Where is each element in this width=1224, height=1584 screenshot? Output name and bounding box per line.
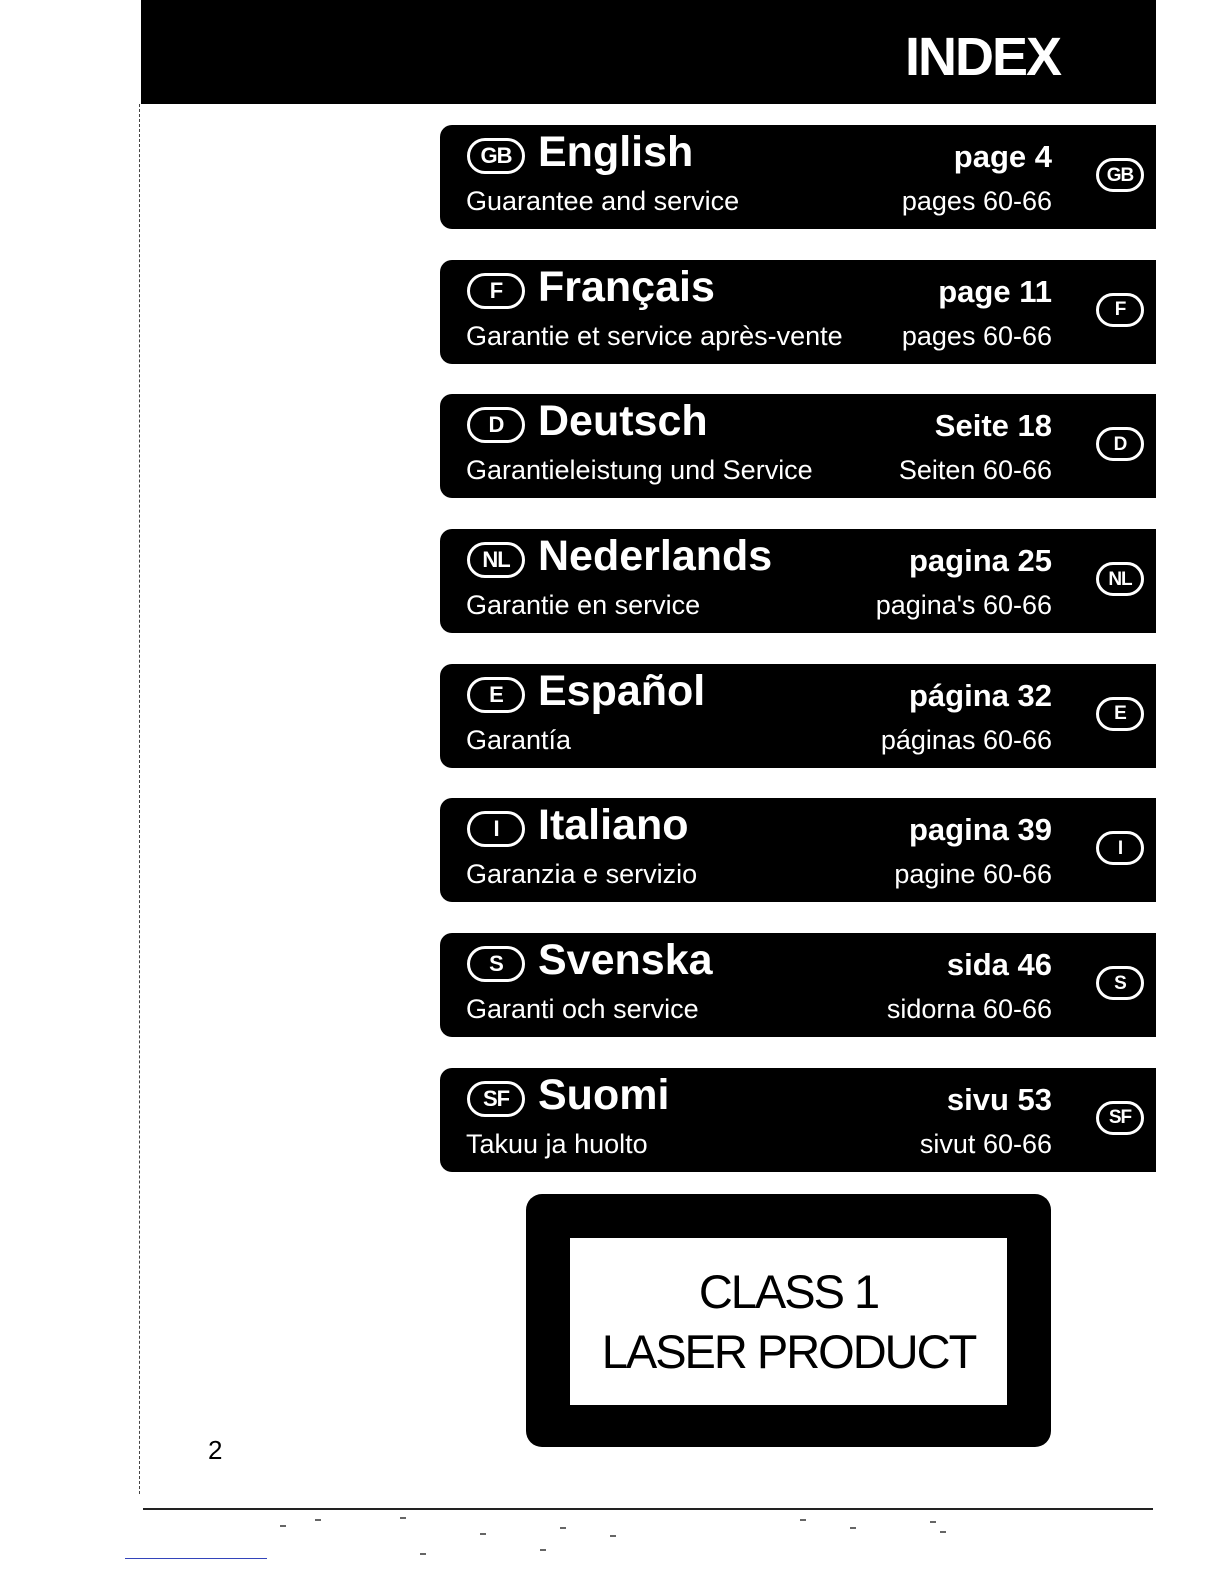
language-page-ref: sivu 53 — [946, 1081, 1052, 1117]
scan-speck — [480, 1533, 486, 1535]
index-header — [141, 0, 1156, 104]
language-page-ref: pagina 39 — [909, 812, 1052, 848]
guarantee-label: Garanti och service — [466, 994, 699, 1025]
language-page-ref: pagina 25 — [909, 543, 1052, 579]
guarantee-label: Garantie en service — [466, 590, 701, 621]
scan-speck — [930, 1521, 936, 1523]
language-page-ref: página 32 — [909, 677, 1052, 713]
guarantee-label: Guarantee and service — [466, 186, 740, 216]
guarantee-label: Takuu ja huolto — [466, 1128, 648, 1159]
country-tab-badge-nl: NL — [1096, 562, 1144, 596]
scan-speck — [540, 1549, 546, 1551]
country-badge-gb: GB — [467, 138, 525, 174]
language-page-ref: page 4 — [953, 139, 1052, 174]
language-row-svenska[interactable] — [440, 933, 1156, 1037]
guarantee-page-ref: páginas 60-66 — [880, 724, 1052, 755]
scan-specks — [270, 1515, 970, 1565]
country-badge-i: I — [467, 811, 525, 847]
guarantee-page-ref: pagina's 60-66 — [875, 590, 1052, 621]
country-tab-badge-i: I — [1096, 831, 1144, 865]
language-name: Svenska — [538, 936, 713, 985]
guarantee-page-ref: sivut 60-66 — [919, 1128, 1052, 1159]
language-name: Nederlands — [538, 532, 773, 581]
scan-speck — [400, 1517, 406, 1519]
country-badge-s: S — [467, 946, 525, 982]
language-name: Deutsch — [538, 397, 708, 446]
guarantee-label: Garanzia e servizio — [466, 859, 698, 890]
country-badge-d: D — [467, 407, 525, 443]
scan-speck — [850, 1527, 856, 1529]
guarantee-label: Garantie et service après-vente — [466, 320, 843, 351]
laser-product-text: LASER PRODUCT — [601, 1324, 976, 1378]
guarantee-label: Garantieleistung und Service — [466, 455, 813, 486]
country-badge-sf: SF — [467, 1081, 525, 1117]
guarantee-page-ref: Seiten 60-66 — [898, 455, 1052, 486]
left-margin-rule — [139, 104, 140, 1494]
scan-speck — [560, 1527, 566, 1529]
language-row-espanol[interactable] — [440, 664, 1156, 768]
scan-speck — [800, 1519, 806, 1521]
bottom-rule — [143, 1508, 1153, 1510]
scan-speck — [280, 1525, 286, 1527]
language-name: Français — [538, 262, 715, 311]
language-row-italiano[interactable] — [440, 798, 1156, 902]
country-tab-badge-gb: GB — [1096, 158, 1144, 192]
country-badge-nl: NL — [467, 542, 525, 578]
scan-speck — [420, 1553, 426, 1555]
page-title: INDEX — [904, 27, 1060, 87]
country-tab-badge-f: F — [1096, 293, 1144, 327]
country-tab-badge-e: E — [1096, 697, 1144, 731]
language-page-ref: sida 46 — [946, 947, 1052, 983]
language-index-list — [440, 125, 1156, 1203]
laser-class-label — [526, 1194, 1051, 1447]
guarantee-page-ref: pages 60-66 — [901, 320, 1052, 351]
language-row-deutsch[interactable] — [440, 394, 1156, 498]
language-row-francais[interactable] — [440, 260, 1156, 364]
guarantee-page-ref: pages 60-66 — [901, 186, 1052, 216]
laser-label-inner — [570, 1238, 1007, 1405]
language-row-nederlands[interactable] — [440, 529, 1156, 633]
country-tab-badge-sf: SF — [1096, 1101, 1144, 1135]
language-page-ref: page 11 — [938, 273, 1052, 309]
laser-class-text: CLASS 1 — [698, 1265, 879, 1319]
scan-speck — [315, 1519, 321, 1521]
language-name: Suomi — [538, 1070, 670, 1119]
scan-speck — [940, 1531, 946, 1533]
guarantee-page-ref: pagine 60-66 — [894, 859, 1052, 890]
language-page-ref: Seite 18 — [934, 408, 1052, 444]
language-name: English — [538, 128, 694, 176]
guarantee-page-ref: sidorna 60-66 — [886, 994, 1052, 1025]
language-name: Español — [538, 666, 706, 715]
country-tab-badge-d: D — [1096, 427, 1144, 461]
language-row-suomi[interactable] — [440, 1068, 1156, 1172]
language-name: Italiano — [538, 801, 689, 850]
country-tab-badge-s: S — [1096, 966, 1144, 1000]
scan-speck — [610, 1535, 616, 1537]
guarantee-label: Garantía — [466, 724, 572, 755]
bottom-short-rule — [125, 1558, 267, 1559]
page-number: 2 — [208, 1435, 223, 1465]
country-badge-f: F — [467, 273, 525, 309]
country-badge-e: E — [467, 677, 525, 713]
language-row-english[interactable] — [440, 125, 1156, 229]
